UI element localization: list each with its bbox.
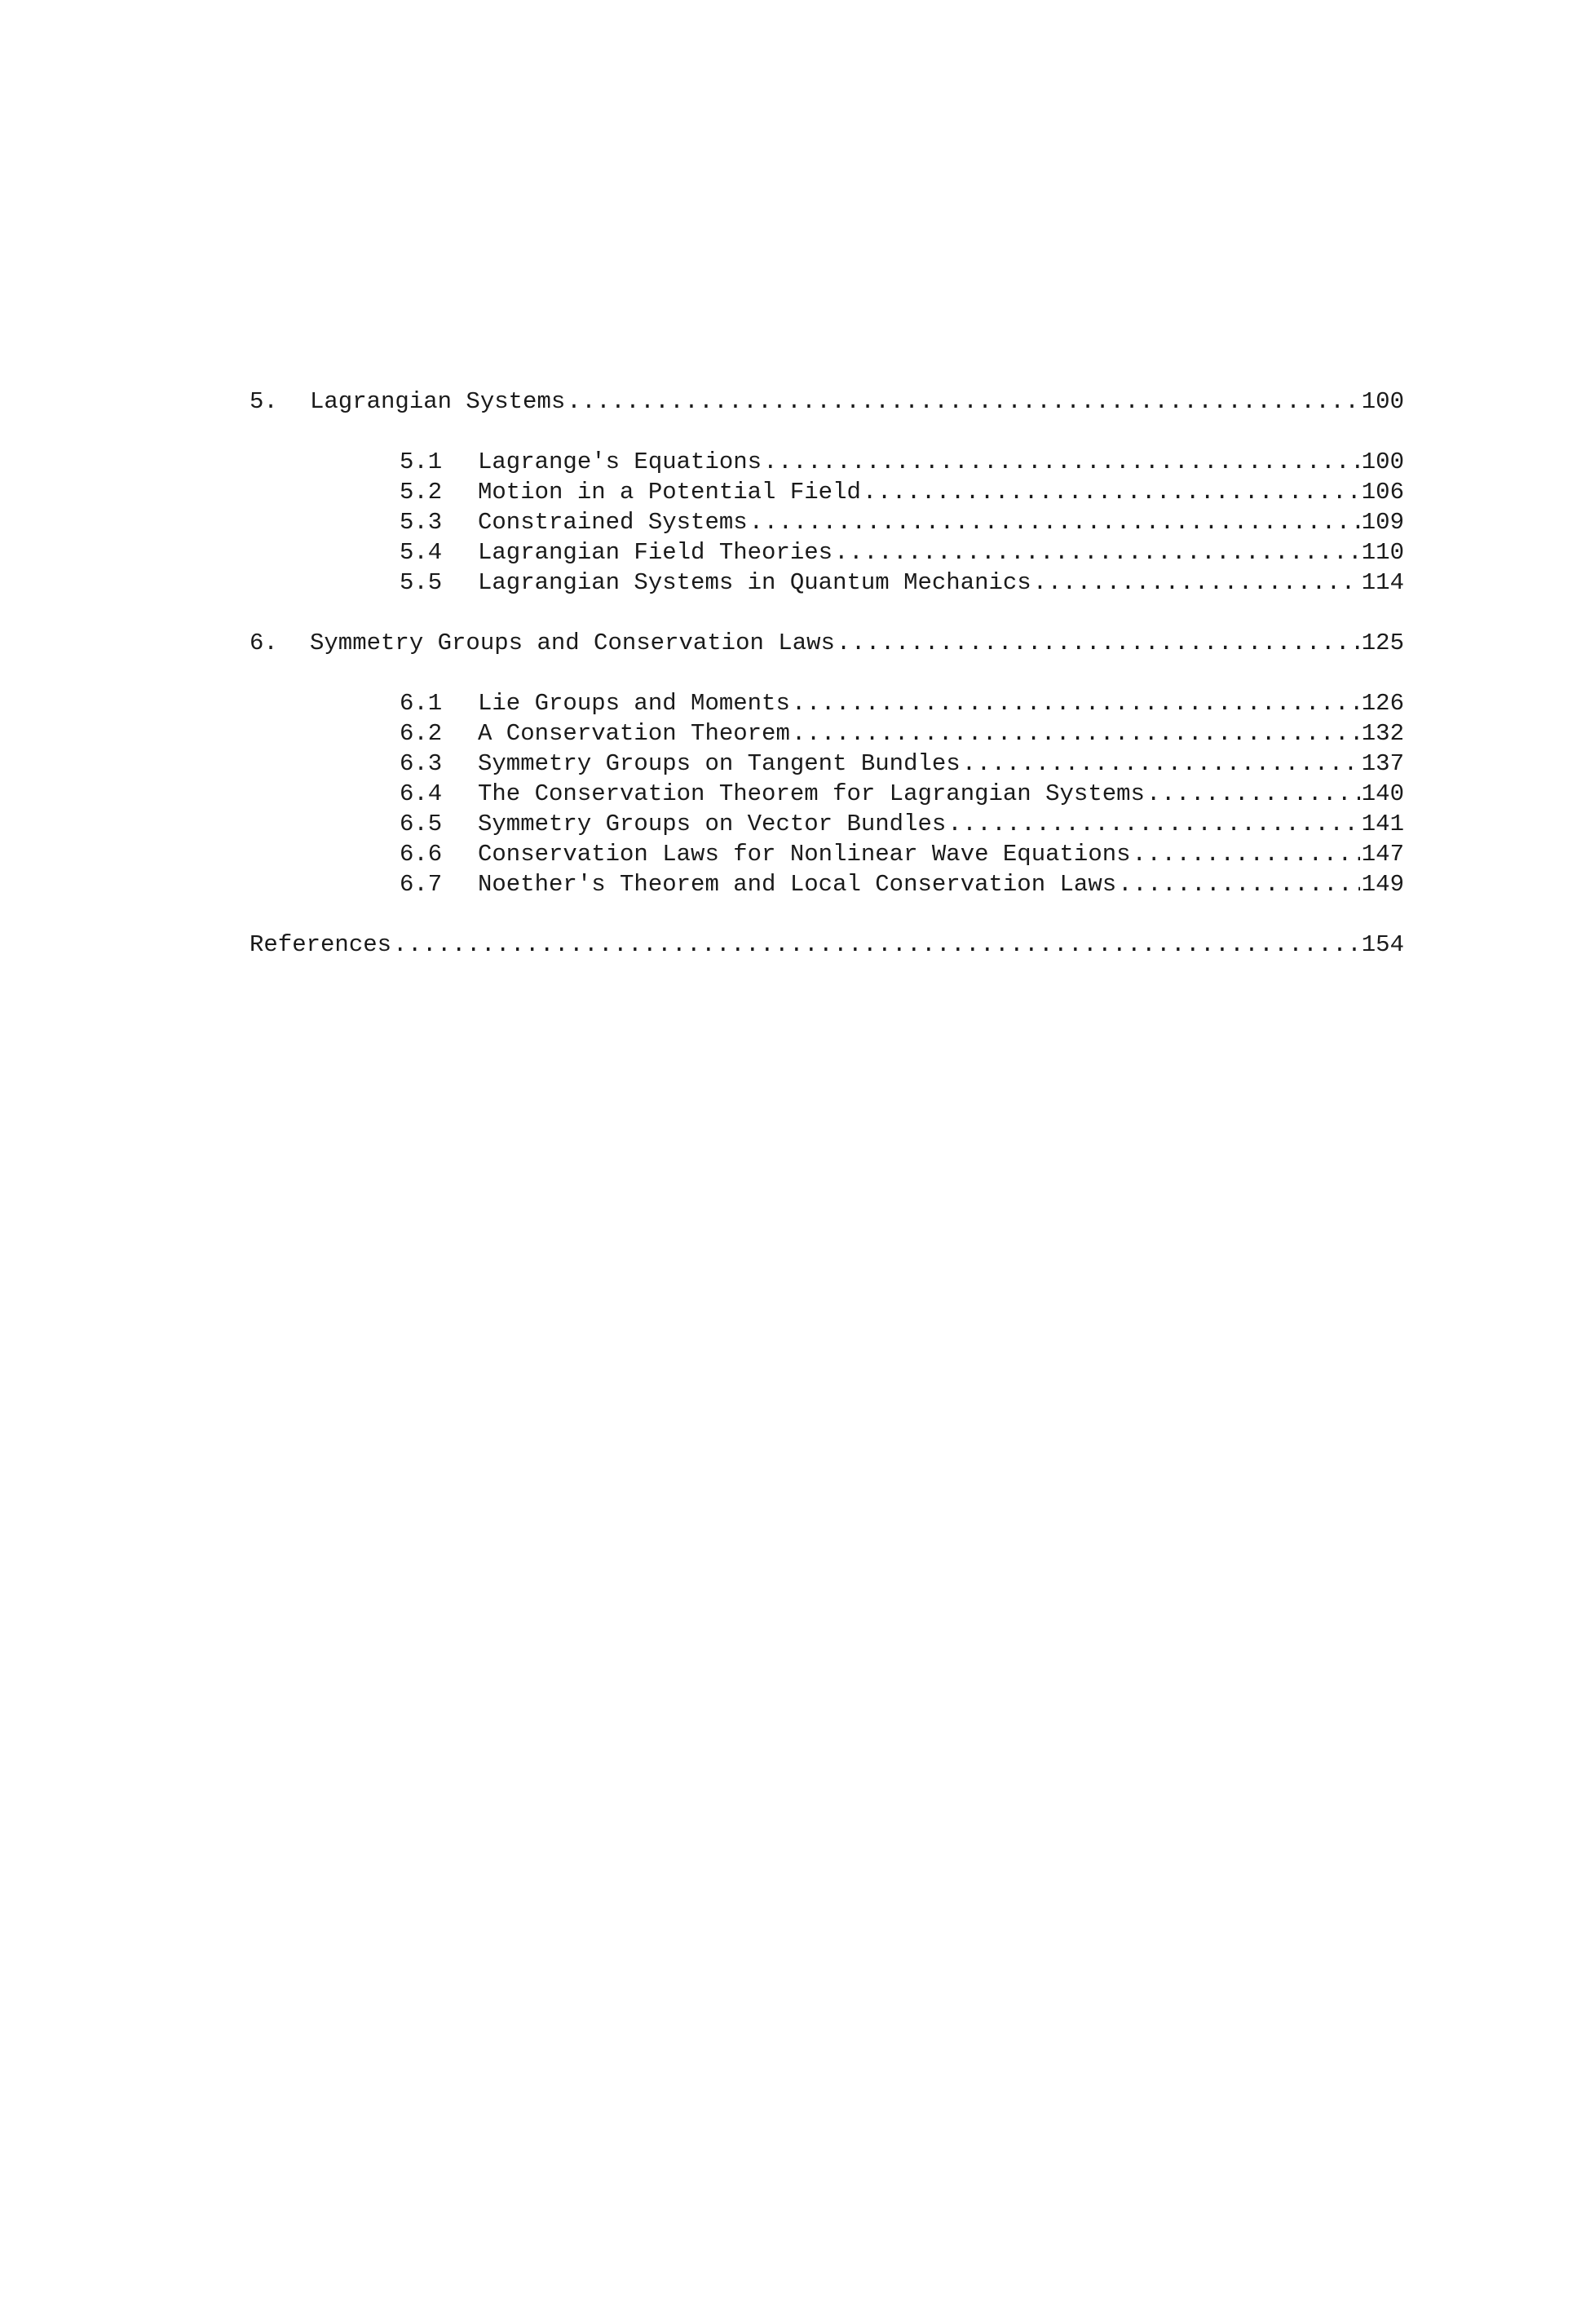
dot-leader bbox=[1033, 568, 1360, 598]
toc-section-6-2[interactable] bbox=[250, 718, 1404, 749]
section-title: Lagrange's Equations bbox=[478, 448, 762, 475]
section-title: Symmetry Groups on Tangent Bundles bbox=[478, 750, 961, 777]
section-number: 6.4 bbox=[400, 780, 443, 807]
toc-references[interactable] bbox=[250, 930, 1404, 960]
section-number: 6.6 bbox=[400, 841, 443, 868]
toc-section-6-4[interactable] bbox=[250, 779, 1404, 809]
toc-section-6-3[interactable] bbox=[250, 749, 1404, 779]
toc-section-5-1[interactable] bbox=[250, 447, 1404, 477]
page-number: 106 bbox=[1361, 479, 1404, 506]
page-number: 147 bbox=[1361, 841, 1404, 868]
page-number: 149 bbox=[1361, 871, 1404, 898]
chapter-number: 5. bbox=[250, 388, 278, 415]
section-number: 6.2 bbox=[400, 720, 443, 747]
section-number: 5.2 bbox=[400, 479, 443, 506]
section-number: 6.7 bbox=[400, 871, 443, 898]
page-number: 132 bbox=[1361, 720, 1404, 747]
section-number: 5.1 bbox=[400, 448, 443, 475]
toc-chapter-5[interactable] bbox=[250, 387, 1404, 417]
toc-section-6-1[interactable] bbox=[250, 688, 1404, 718]
section-number: 6.1 bbox=[400, 690, 443, 717]
page-number: 114 bbox=[1361, 569, 1404, 596]
toc-section-6-6[interactable] bbox=[250, 839, 1404, 869]
section-title: A Conservation Theorem bbox=[478, 720, 790, 747]
toc-section-6-7[interactable] bbox=[250, 869, 1404, 899]
dot-leader bbox=[763, 447, 1360, 477]
dot-leader bbox=[1118, 869, 1360, 899]
page-number: 137 bbox=[1361, 750, 1404, 777]
chapter-number: 6. bbox=[250, 630, 278, 656]
toc-section-6-5[interactable] bbox=[250, 809, 1404, 839]
section-number: 6.5 bbox=[400, 811, 443, 837]
section-number: 5.5 bbox=[400, 569, 443, 596]
section-number: 5.4 bbox=[400, 539, 443, 566]
dot-leader bbox=[393, 930, 1360, 960]
section-title: Symmetry Groups on Vector Bundles bbox=[478, 811, 947, 837]
page-number: 100 bbox=[1361, 388, 1404, 415]
section-title: Conservation Laws for Nonlinear Wave Equations bbox=[478, 841, 1131, 868]
dot-leader bbox=[837, 628, 1360, 658]
toc-section-5-2[interactable] bbox=[250, 477, 1404, 507]
toc-chapter-6[interactable] bbox=[250, 628, 1404, 658]
dot-leader bbox=[749, 507, 1360, 537]
section-number: 5.3 bbox=[400, 509, 443, 536]
page-number: 125 bbox=[1361, 630, 1404, 656]
section-title: Motion in a Potential Field bbox=[478, 479, 861, 506]
dot-leader bbox=[834, 537, 1360, 568]
dot-leader bbox=[792, 688, 1360, 718]
page-number: 140 bbox=[1361, 780, 1404, 807]
page-number: 126 bbox=[1361, 690, 1404, 717]
page-number: 141 bbox=[1361, 811, 1404, 837]
dot-leader bbox=[962, 749, 1360, 779]
chapter-title: Lagrangian Systems bbox=[310, 388, 566, 415]
dot-leader bbox=[567, 387, 1360, 417]
section-title: Lagrangian Field Theories bbox=[478, 539, 833, 566]
chapter-title: Symmetry Groups and Conservation Laws bbox=[310, 630, 835, 656]
page-number: 109 bbox=[1361, 509, 1404, 536]
section-number: 6.3 bbox=[400, 750, 443, 777]
section-title: The Conservation Theorem for Lagrangian Systems bbox=[478, 780, 1145, 807]
dot-leader bbox=[1133, 839, 1360, 869]
section-title: Lie Groups and Moments bbox=[478, 690, 790, 717]
table-of-contents bbox=[250, 387, 1404, 960]
section-title: Noether's Theorem and Local Conservation Laws bbox=[478, 871, 1117, 898]
dot-leader bbox=[947, 809, 1359, 839]
dot-leader bbox=[792, 718, 1360, 749]
dot-leader bbox=[863, 477, 1360, 507]
toc-section-5-4[interactable] bbox=[250, 537, 1404, 568]
references-title: References bbox=[250, 931, 392, 958]
section-title: Constrained Systems bbox=[478, 509, 748, 536]
toc-section-5-3[interactable] bbox=[250, 507, 1404, 537]
page-number: 110 bbox=[1361, 539, 1404, 566]
page-number: 154 bbox=[1361, 931, 1404, 958]
section-title: Lagrangian Systems in Quantum Mechanics bbox=[478, 569, 1031, 596]
page-number: 100 bbox=[1361, 448, 1404, 475]
dot-leader bbox=[1146, 779, 1360, 809]
toc-section-5-5[interactable] bbox=[250, 568, 1404, 598]
